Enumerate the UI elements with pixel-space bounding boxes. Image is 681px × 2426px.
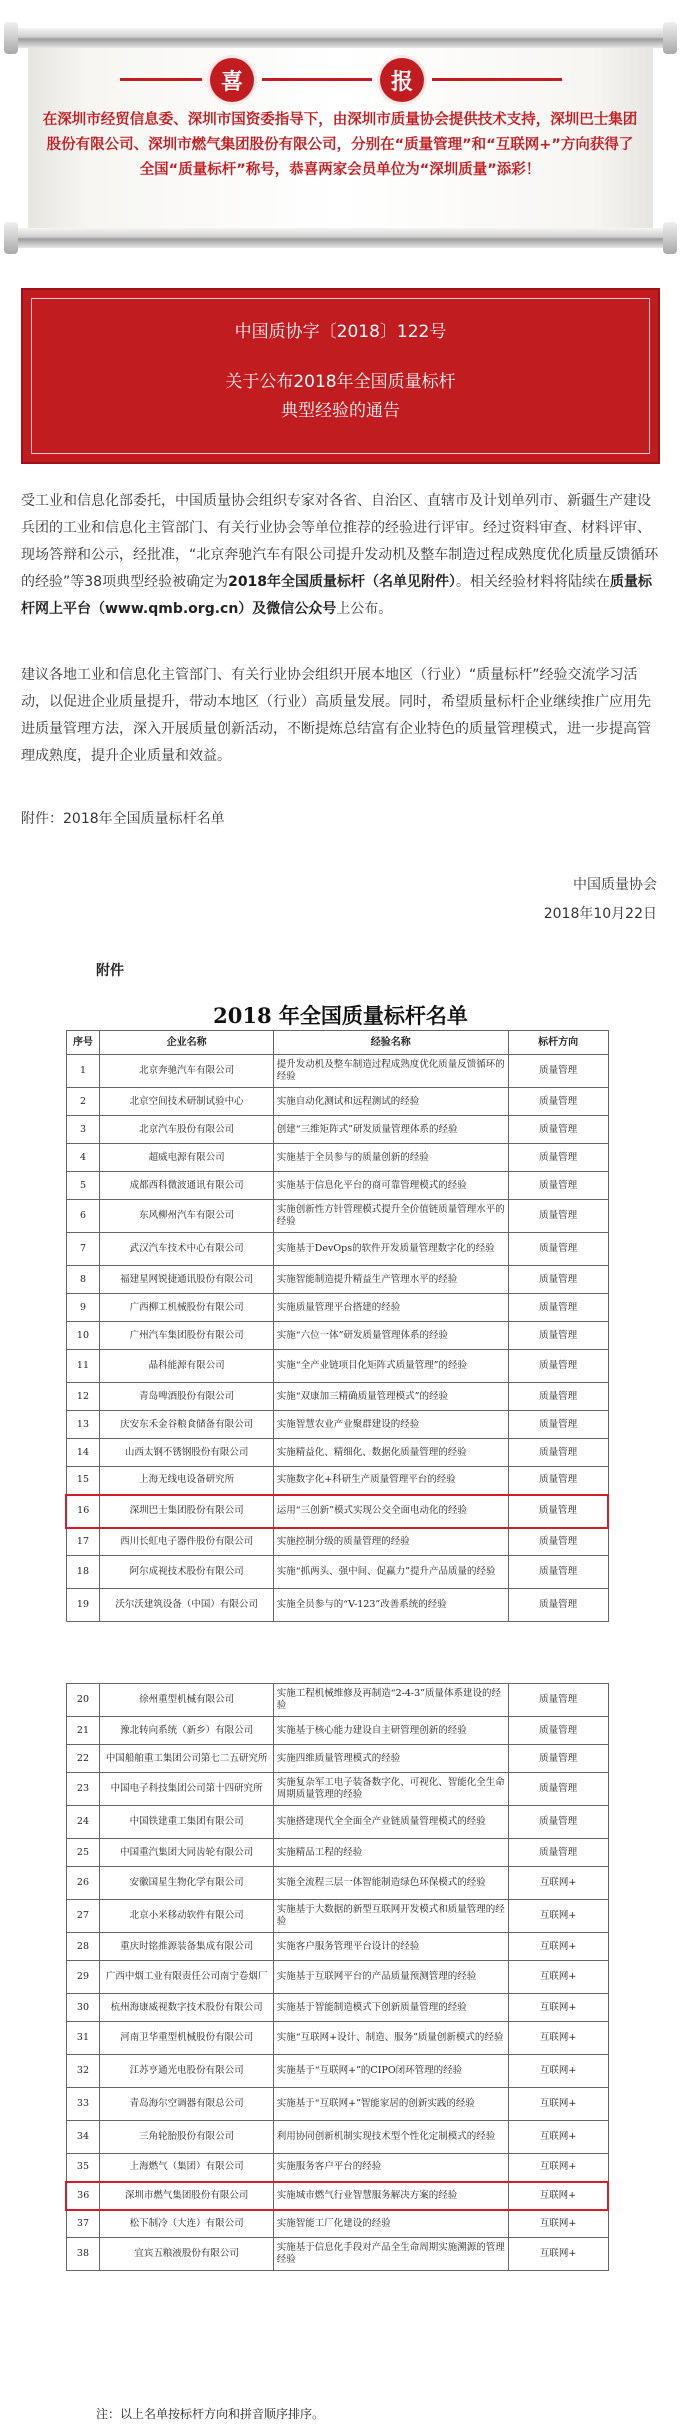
header-company: 企业名称 <box>100 1031 273 1055</box>
cell-no: 31 <box>66 2022 100 2055</box>
cell-company: 青岛啤酒股份有限公司 <box>100 1383 273 1411</box>
cell-no: 27 <box>66 1900 100 1933</box>
cell-company: 山西太钢不锈钢股份有限公司 <box>100 1439 273 1467</box>
cell-company: 北京汽车股份有限公司 <box>100 1116 273 1144</box>
table-row <box>66 1867 608 1900</box>
table-row <box>66 1055 608 1088</box>
table-row <box>66 2238 608 2271</box>
cell-no: 4 <box>66 1144 100 1172</box>
cell-direction: 质量管理 <box>508 1144 608 1172</box>
cell-no: 13 <box>66 1411 100 1439</box>
cell-experience: 实施客户服务管理平台设计的经验 <box>273 1933 508 1961</box>
cell-company: 中国电子科技集团公司第十四研究所 <box>100 1773 273 1806</box>
table-row <box>66 2055 608 2088</box>
title-line-1: 关于公布2018年全国质量标杆 <box>225 372 456 392</box>
cell-company: 东风柳州汽车有限公司 <box>100 1200 273 1233</box>
cell-experience: 实施自动化测试和远程测试的经验 <box>273 1088 508 1116</box>
cell-no: 6 <box>66 1200 100 1233</box>
cell-company: 北京小米移动软件有限公司 <box>100 1900 273 1933</box>
cell-no: 18 <box>66 1556 100 1589</box>
cell-no: 24 <box>66 1806 100 1839</box>
cell-no: 23 <box>66 1773 100 1806</box>
paragraph-2: 建议各地工业和信息化主管部门、有关行业协会组织开展本地区（行业）“质量标杆”经验交流学习活动，以促进企业质量提升，带动本地区（行业）高质量发展。同时，希望质量标杆企业继续推广应用先进质量管理方法，深入开展质量创新活动，不断提炼总结富有企业特色的质量管理模式，进一步提高管理成熟度，提升企业质量和效益。 <box>21 667 651 764</box>
scroll-rod-top <box>8 28 673 48</box>
cell-company: 广西中烟工业有限责任公司南宁卷烟厂 <box>100 1961 273 1994</box>
cell-no: 9 <box>66 1294 100 1322</box>
table-row <box>66 1961 608 1994</box>
cell-direction: 质量管理 <box>508 1467 608 1495</box>
cell-direction: 互联网+ <box>508 2055 608 2088</box>
cell-direction: 互联网+ <box>508 2210 608 2238</box>
cell-company: 宜宾五粮液股份有限公司 <box>100 2238 273 2271</box>
cell-no: 14 <box>66 1439 100 1467</box>
cell-direction: 质量管理 <box>508 1088 608 1116</box>
notice-header <box>21 288 660 464</box>
document-title <box>23 368 658 426</box>
table-row <box>66 2022 608 2055</box>
table-row <box>66 1745 608 1773</box>
cell-experience: 实施质量管理平台搭建的经验 <box>273 1294 508 1322</box>
seal-bao: 报 <box>380 58 424 102</box>
cell-direction: 互联网+ <box>508 1961 608 1994</box>
decor-line <box>432 78 562 81</box>
table-header-row <box>66 1031 608 1055</box>
signing-date: 2018年10月22日 <box>543 906 657 922</box>
document-number: 中国质协字〔2018〕122号 <box>234 322 447 342</box>
table-row <box>66 1556 608 1589</box>
cell-experience: 实施智慧农业产业聚群建设的经验 <box>273 1411 508 1439</box>
cell-direction: 质量管理 <box>508 1773 608 1806</box>
cell-company: 西川长虹电子器件股份有限公司 <box>100 1528 273 1556</box>
cell-direction: 质量管理 <box>508 1589 608 1622</box>
benchmark-table-part-1 <box>65 1030 609 1622</box>
header-direction: 标杆方向 <box>508 1031 608 1055</box>
cell-direction: 质量管理 <box>508 1172 608 1200</box>
cell-no: 21 <box>66 1717 100 1745</box>
cell-experience: 实施智能制造提升精益生产管理水平的经验 <box>273 1266 508 1294</box>
cell-direction: 互联网+ <box>508 1933 608 1961</box>
cell-experience: 实施全员参与的“V-123”改善系统的经验 <box>273 1589 508 1622</box>
cell-experience: 实施“六位一体”研发质量管理体系的经验 <box>273 1322 508 1350</box>
cell-experience: 实施基于DevOps的软件开发质量管理数字化的经验 <box>273 1233 508 1266</box>
cell-no: 38 <box>66 2238 100 2271</box>
cell-direction: 质量管理 <box>508 1684 608 1717</box>
cell-experience: 实施四维质量管理模式的经验 <box>273 1745 508 1773</box>
cell-direction: 质量管理 <box>508 1528 608 1556</box>
table-row <box>66 1528 608 1556</box>
cell-direction: 质量管理 <box>508 1200 608 1233</box>
cell-experience: 实施基于“互联网+”智能家居的创新实践的经验 <box>273 2088 508 2121</box>
table-row <box>66 2154 608 2182</box>
table-body-2 <box>66 1684 608 2271</box>
cell-experience: 创建“三维矩阵式”研发质量管理体系的经验 <box>273 1116 508 1144</box>
cell-no: 20 <box>66 1684 100 1717</box>
table-row <box>66 1088 608 1116</box>
cell-experience: 实施基于互联网平台的产品质量预测管理的经验 <box>273 1961 508 1994</box>
cell-experience: 实施精益化、精细化、数据化质量管理的经验 <box>273 1439 508 1467</box>
cell-direction: 质量管理 <box>508 1717 608 1745</box>
cell-no: 35 <box>66 2154 100 2182</box>
cell-company: 深圳市燃气集团股份有限公司 <box>100 2182 273 2210</box>
cell-no: 17 <box>66 1528 100 1556</box>
cell-direction: 互联网+ <box>508 2088 608 2121</box>
signing-organization: 中国质量协会 <box>573 877 657 893</box>
table-row <box>66 1900 608 1933</box>
highlight-benchmark: 2018年全国质量标杆（名单见附件） <box>228 574 457 590</box>
cell-no: 15 <box>66 1467 100 1495</box>
cell-no: 30 <box>66 1994 100 2022</box>
highlight-platform: 质量标杆网上平台（www.qmb.org.cn）及微信公众号 <box>21 574 653 617</box>
cell-direction: 质量管理 <box>508 1233 608 1266</box>
table-row <box>66 2121 608 2154</box>
cell-company: 广西柳工机械股份有限公司 <box>100 1294 273 1322</box>
cell-no: 1 <box>66 1055 100 1088</box>
table-row <box>66 1839 608 1867</box>
cell-experience: 实施数字化+科研生产质量管理平台的经验 <box>273 1467 508 1495</box>
table-row <box>66 1717 608 1745</box>
cell-experience: 实施基于核心能力建设自主研管理创新的经验 <box>273 1717 508 1745</box>
table-row <box>66 1933 608 1961</box>
cell-direction: 质量管理 <box>508 1322 608 1350</box>
cell-no: 26 <box>66 1867 100 1900</box>
cell-no: 29 <box>66 1961 100 1994</box>
table-row <box>66 1322 608 1350</box>
cell-no: 3 <box>66 1116 100 1144</box>
cell-company: 阿尔成视技术股份有限公司 <box>100 1556 273 1589</box>
cell-company: 成都西科微波通讯有限公司 <box>100 1172 273 1200</box>
cell-no: 11 <box>66 1350 100 1383</box>
table-row <box>66 1233 608 1266</box>
cell-experience: 实施基于全员参与的质量创新的经验 <box>273 1144 508 1172</box>
table-row <box>66 1144 608 1172</box>
table-row <box>66 1266 608 1294</box>
cell-direction: 质量管理 <box>508 1411 608 1439</box>
cell-company: 河南卫华重型机械股份有限公司 <box>100 2022 273 2055</box>
announcement-text: 在深圳市经贸信息委、深圳市国资委指导下，由深圳市质量协会提供技术支持，深圳巴士集团股份有限公司、深圳市燃气集团股份有限公司，分别在“质量管理”和“互联网+”方向获得了全国“质量标杆”称号，恭喜两家会员单位为“深圳质量”添彩！ <box>42 112 638 178</box>
cell-experience: 实施工程机械维修及再制造“2-4-3”质量体系建设的经验 <box>273 1684 508 1717</box>
cell-experience: 实施搭建现代全全面全产业链质量管理模式的经验 <box>273 1806 508 1839</box>
cell-experience: 实施复杂军工电子装备数字化、可视化、智能化全生命周期质量管理的经验 <box>273 1773 508 1806</box>
cell-no: 28 <box>66 1933 100 1961</box>
cell-experience: 实施基于信息化手段对产品全生命周期实施溯源的管理经验 <box>273 2238 508 2271</box>
cell-experience: 实施基于智能制造模式下创新质量管理的经验 <box>273 1994 508 2022</box>
cell-experience: 实施“全产业链项目化矩阵式质量管理”的经验 <box>273 1350 508 1383</box>
cell-experience: 运用“三创新”模式实现公交全面电动化的经验 <box>273 1495 508 1528</box>
cell-experience: 实施基于“互联网+”的CIPO闭环管理的经验 <box>273 2055 508 2088</box>
cell-company: 超威电源有限公司 <box>100 1144 273 1172</box>
seal-xi: 喜 <box>210 58 254 102</box>
cell-company: 深圳巴士集团股份有限公司 <box>100 1495 273 1528</box>
cell-direction: 质量管理 <box>508 1556 608 1589</box>
table-row <box>66 1172 608 1200</box>
cell-company: 晶科能源有限公司 <box>100 1350 273 1383</box>
header-no: 序号 <box>66 1031 100 1055</box>
cell-no: 7 <box>66 1233 100 1266</box>
cell-no: 19 <box>66 1589 100 1622</box>
cell-direction: 质量管理 <box>508 1383 608 1411</box>
table-row <box>66 2088 608 2121</box>
cell-company: 庆安东禾金谷粮食储备有限公司 <box>100 1411 273 1439</box>
table-row <box>66 1294 608 1322</box>
cell-company: 中国铁建重工集团有限公司 <box>100 1806 273 1839</box>
cell-direction: 质量管理 <box>508 1439 608 1467</box>
cell-experience: 利用协同创新机制实现技术型个性化定制模式的经验 <box>273 2121 508 2154</box>
table-row <box>66 1467 608 1495</box>
cell-experience: 实施基于信息化平台的商可靠管理模式的经验 <box>273 1172 508 1200</box>
table-body-1 <box>66 1055 608 1622</box>
cell-experience: 实施全流程三层一体智能制造绿色环保模式的经验 <box>273 1867 508 1900</box>
cell-company: 松下制冷（大连）有限公司 <box>100 2210 273 2238</box>
cell-no: 8 <box>66 1266 100 1294</box>
attachment-label: 附件 <box>96 963 124 979</box>
cell-direction: 质量管理 <box>508 1294 608 1322</box>
table-row <box>66 1439 608 1467</box>
cell-company: 北京奔驰汽车有限公司 <box>100 1055 273 1088</box>
cell-no: 5 <box>66 1172 100 1200</box>
cell-direction: 互联网+ <box>508 2182 608 2210</box>
table-row <box>66 1684 608 1717</box>
cell-direction: 质量管理 <box>508 1266 608 1294</box>
cell-no: 37 <box>66 2210 100 2238</box>
cell-experience: 实施精品工程的经验 <box>273 1839 508 1867</box>
cell-company: 豫北转向系统（新乡）有限公司 <box>100 1717 273 1745</box>
cell-direction: 互联网+ <box>508 2022 608 2055</box>
table-row <box>66 1589 608 1622</box>
cell-company: 广州汽车集团股份有限公司 <box>100 1322 273 1350</box>
header-experience: 经验名称 <box>273 1031 508 1055</box>
table-row <box>66 1495 608 1528</box>
cell-direction: 质量管理 <box>508 1116 608 1144</box>
cell-company: 重庆时铭推源装备集成有限公司 <box>100 1933 273 1961</box>
cell-company: 江苏亨通光电股份有限公司 <box>100 2055 273 2088</box>
table-row <box>66 1994 608 2022</box>
cell-no: 2 <box>66 1088 100 1116</box>
cell-experience: 实施城市燃气行业智慧服务解决方案的经验 <box>273 2182 508 2210</box>
paragraph-1: 受工业和信息化部委托，中国质量协会组织专家对各省、自治区、直辖市及计划单列市、新疆生产建设兵团的工业和信息化主管部门、有关行业协会等单位推荐的经验进行评审。经过资料审查、材料评审、现场答辩和公示，经批准，“北京奔驰汽车有限公司提升发动机及整车制造过程成熟度优化质量反馈循环的经验”等38项典型经验被确定为2018年全国质量标杆（名单见附件）。相关经验材料将陆续在质量标杆网上平台（www.qmb.org.cn）及微信公众号上公布。 <box>21 493 659 617</box>
cell-experience: 实施创新性方针管理模式提升全价值链质量管理水平的经验 <box>273 1200 508 1233</box>
cell-experience: 实施控制分级的质量管理的经验 <box>273 1528 508 1556</box>
cell-experience: 实施服务客户平台的经验 <box>273 2154 508 2182</box>
cell-company: 北京空间技术研制试验中心 <box>100 1088 273 1116</box>
cell-no: 25 <box>66 1839 100 1867</box>
cell-direction: 质量管理 <box>508 1350 608 1383</box>
cell-experience: 实施智能工厂化建设的经验 <box>273 2210 508 2238</box>
cell-no: 36 <box>66 2182 100 2210</box>
cell-company: 中国重汽集团大同齿轮有限公司 <box>100 1839 273 1867</box>
table-row <box>66 1200 608 1233</box>
cell-company: 徐州重型机械有限公司 <box>100 1684 273 1717</box>
cell-experience: 实施“互联网+设计、制造、服务”质量创新模式的经验 <box>273 2022 508 2055</box>
table-row <box>66 1411 608 1439</box>
table-row <box>66 2210 608 2238</box>
cell-company: 中国船舶重工集团公司第七二五研究所 <box>100 1745 273 1773</box>
decor-line <box>120 78 202 81</box>
cell-direction: 互联网+ <box>508 1867 608 1900</box>
cell-direction: 质量管理 <box>508 1055 608 1088</box>
cell-direction: 互联网+ <box>508 2238 608 2271</box>
cell-no: 12 <box>66 1383 100 1411</box>
cell-company: 安徽国星生物化学有限公司 <box>100 1867 273 1900</box>
cell-direction: 互联网+ <box>508 1994 608 2022</box>
cell-direction: 互联网+ <box>508 2121 608 2154</box>
cell-direction: 质量管理 <box>508 1839 608 1867</box>
cell-direction: 质量管理 <box>508 1745 608 1773</box>
cell-experience: 实施“抓两头、强中间、促赢力”提升产品质量的经验 <box>273 1556 508 1589</box>
table-row <box>66 1773 608 1806</box>
cell-experience: 实施“双康加三精确质量管理模式”的经验 <box>273 1383 508 1411</box>
cell-direction: 互联网+ <box>508 2154 608 2182</box>
cell-no: 32 <box>66 2055 100 2088</box>
cell-direction: 质量管理 <box>508 1806 608 1839</box>
cell-company: 上海燃气（集团）有限公司 <box>100 2154 273 2182</box>
table-row <box>66 1806 608 1839</box>
table-row <box>66 2182 608 2210</box>
cell-company: 杭州海康威视数字技术股份有限公司 <box>100 1994 273 2022</box>
decor-line <box>262 78 372 81</box>
cell-company: 沃尔沃建筑设备（中国）有限公司 <box>100 1589 273 1622</box>
announcement-scroll <box>0 0 681 270</box>
cell-company: 青岛海尔空调器有限总公司 <box>100 2088 273 2121</box>
table-row <box>66 1116 608 1144</box>
cell-no: 33 <box>66 2088 100 2121</box>
cell-no: 34 <box>66 2121 100 2154</box>
scroll-rod-bottom <box>8 228 673 248</box>
attachment-line: 附件：2018年全国质量标杆名单 <box>21 811 225 827</box>
cell-no: 16 <box>66 1495 100 1528</box>
cell-no: 10 <box>66 1322 100 1350</box>
cell-experience: 提升发动机及整车制造过程成熟度优化质量反馈循环的经验 <box>273 1055 508 1088</box>
cell-company: 福建星网锐捷通讯股份有限公司 <box>100 1266 273 1294</box>
table-title: 2018 年全国质量标杆名单 <box>213 1003 468 1028</box>
cell-direction: 质量管理 <box>508 1495 608 1528</box>
table-row <box>66 1383 608 1411</box>
cell-experience: 实施基于大数据的新型互联网开发模式和质量管理的经验 <box>273 1900 508 1933</box>
cell-company: 上海无线电设备研究所 <box>100 1467 273 1495</box>
table-row <box>66 1350 608 1383</box>
cell-company: 三角轮胎股份有限公司 <box>100 2121 273 2154</box>
cell-company: 武汉汽车技术中心有限公司 <box>100 1233 273 1266</box>
table-note: 注：以上名单按标杆方向和拼音顺序排序。 <box>96 2407 325 2421</box>
benchmark-table-part-2 <box>65 1683 609 2271</box>
cell-direction: 互联网+ <box>508 1900 608 1933</box>
cell-no: 22 <box>66 1745 100 1773</box>
title-line-2: 典型经验的通告 <box>281 401 400 421</box>
